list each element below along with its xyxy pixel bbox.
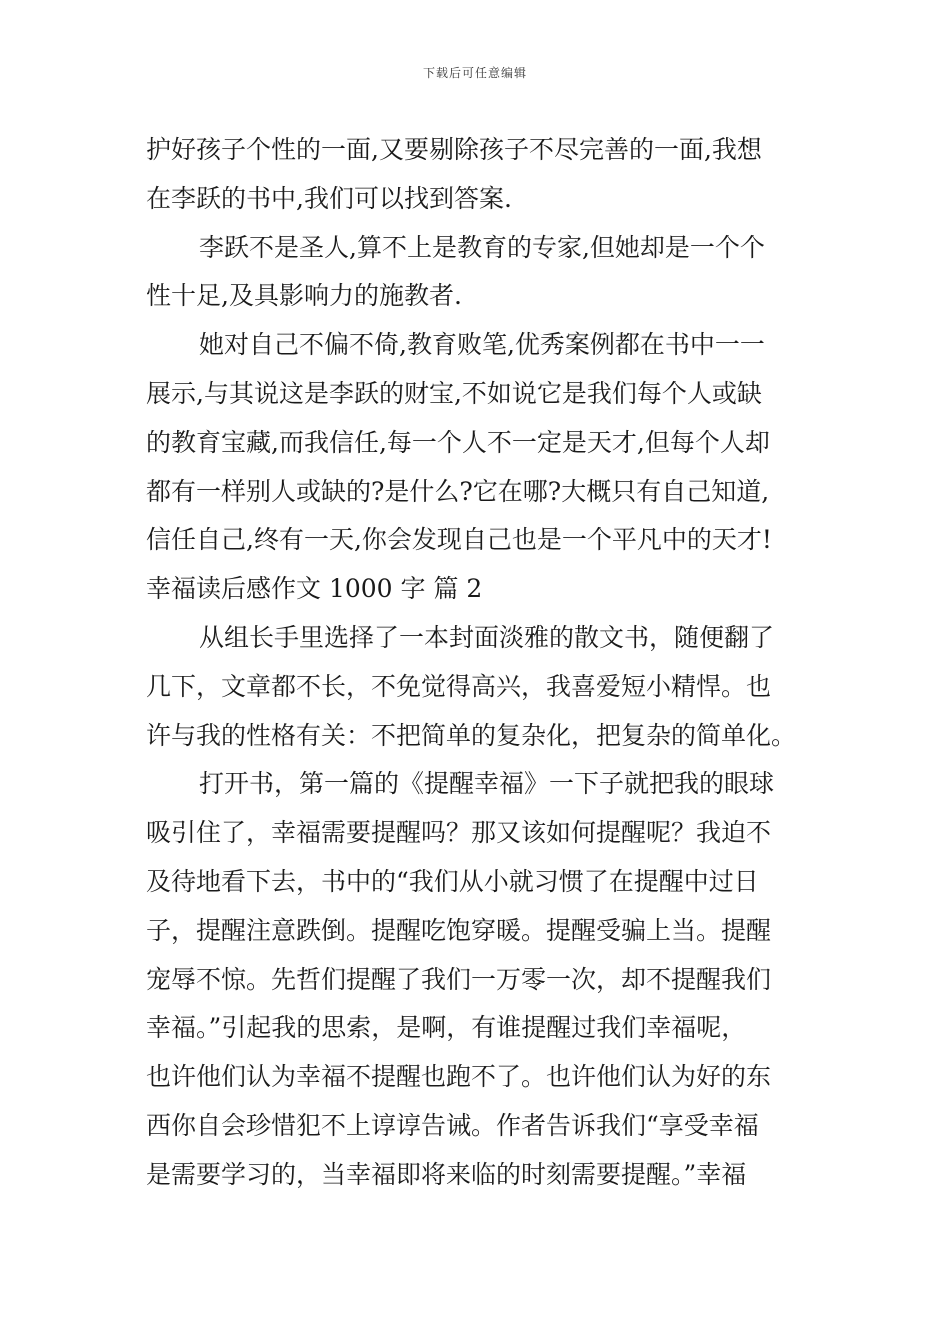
text-line: 及待地看下去，书中的“我们从小就习惯了在提醒中过日 [146,866,759,896]
section-heading: 幸福读后感作文 1000 字 篇 2 [146,574,483,604]
paragraph-start-line: 打开书，第一篇的《提醒幸福》一下子就把我的眼球 [199,769,775,799]
text-line: 是需要学习的，当幸福即将来临的时刻需要提醒。”幸福 [146,1159,747,1189]
text-line: 许与我的性格有关：不把简单的复杂化，把复杂的简单化。 [146,720,797,750]
page-header-note: 下载后可任意编辑 [422,66,527,80]
text-line: 的教育宝藏,而我信任,每一个人不一定是天才,但每个人却 [146,427,770,457]
text-line: 都有一样别人或缺的?是什么?它在哪?大概只有自己知道, [146,476,770,506]
text-line: 也许他们认为幸福不提醒也跑不了。也许他们认为好的东 [146,1062,772,1092]
text-line: 吸引住了，幸福需要提醒吗？那又该如何提醒呢？我迫不 [146,818,772,848]
paragraph-start-line: 李跃不是圣人,算不上是教育的专家,但她却是一个个 [199,232,765,262]
text-line: 西你自会珍惜犯不上谆谆告诫。作者告诉我们“享受幸福 [146,1110,759,1140]
text-line: 展示,与其说这是李跃的财宝,不如说它是我们每个人或缺 [146,378,762,408]
document-body [146,126,810,1200]
text-line: 信任自己,终有一天,你会发现自己也是一个平凡中的天才! [146,525,772,555]
text-line: 幸福。”引起我的思索，是啊，有谁提醒过我们幸福呢， [146,1013,747,1043]
paragraph-start-line: 从组长手里选择了一本封面淡雅的散文书，随便翻了 [199,622,775,652]
text-line: 在李跃的书中,我们可以找到答案. [146,183,512,213]
text-line: 几下，文章都不长，不免觉得高兴，我喜爱短小精悍。也 [146,671,772,701]
text-line: 护好孩子个性的一面,又要剔除孩子不尽完善的一面,我想 [146,135,762,164]
text-line: 性十足,及具影响力的施教者. [146,281,462,311]
text-line: 子，提醒注意跌倒。提醒吃饱穿暖。提醒受骗上当。提醒 [146,915,772,945]
paragraph-start-line: 她对自己不偏不倚,教育败笔,优秀案例都在书中一一 [199,330,765,360]
text-line: 宠辱不惊。先哲们提醒了我们一万零一次，却不提醒我们 [146,964,772,994]
